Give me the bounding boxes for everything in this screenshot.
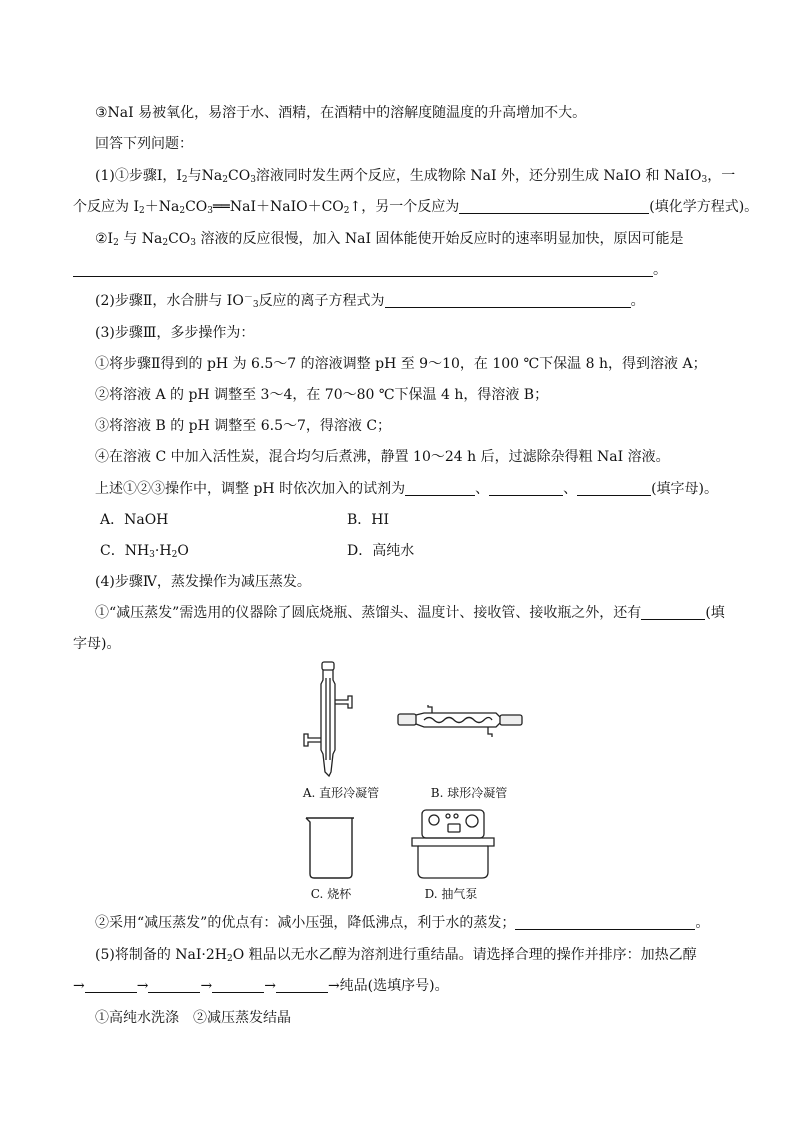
q5-options: ①高纯水洗涤 ②减压蒸发结晶 [95,1010,291,1026]
q4-part-1-cont: 字母)。 [73,636,121,652]
q3-step-4: ④在溶液 C 中加入活性炭，混合均匀后煮沸，静置 10～24 h 后，过滤除杂得粗 NaI 溶液。 [95,449,670,465]
instruction: 回答下列问题： [95,136,193,152]
q3-heading: (3)步骤Ⅲ，多步操作为： [95,325,255,341]
option-c: C．$NH_3\cdot H_2O$ [100,543,189,560]
option-d: D．高纯水 [347,543,415,559]
q1-line-3: $②I_2$ 与 $Na_2CO_3$ 溶液的反应很慢，加入 NaI 固体能使开始反应时的速率明显加快，原因可能是 [95,231,684,248]
q3-step-1: ①将步骤Ⅱ得到的 pH 为 6.5～7 的溶液调整 pH 至 9～10，在 100 ℃下保温 8 h，得到溶液 A； [95,356,707,372]
answer-blank-q1-equation[interactable] [459,199,649,214]
option-b: B．HI [347,512,390,528]
q1-line-1: (1)①步骤Ⅰ，$I_2$与$Na_2CO_3$溶液同时发生两个反应，生成物除 NaI 外，还分别生成 NaIO 和 NaIO$_3$，一 [95,168,736,185]
vacuum-pump-figure [408,806,498,882]
q3-question: 上述①②③操作中，调整 pH 时依次加入的试剂为 、 、 (填字母)。 [95,481,719,497]
beaker-figure [302,814,360,880]
q4-part-2: ②采用“减压蒸发”的优点有：减小压强，降低沸点，利于水的蒸发； 。 [95,915,710,931]
q4-part-1: ①“减压蒸发”需选用的仪器除了圆底烧瓶、蒸馏头、温度计、接收管、接收瓶之外，还有 (填 [95,605,725,621]
q3-step-3: ③将溶液 B 的 pH 调整至 6.5～7，得溶液 C； [95,418,392,434]
answer-blank-q1-reason[interactable] [73,262,653,277]
bulb-condenser-figure [396,704,526,738]
answer-blank-q3-2[interactable] [489,481,563,496]
answer-blank-q3-3[interactable] [577,481,651,496]
answer-blank-q2[interactable] [385,293,631,308]
note-3: ③NaI 易被氧化，易溶于水、酒精，在酒精中的溶解度随温度的升高增加不大。 [95,105,587,121]
answer-blank-q5-4[interactable] [276,978,328,993]
caption-c: C. 烧杯 [310,887,352,901]
q4-heading: (4)步骤Ⅳ，蒸发操作为减压蒸发。 [95,574,311,590]
answer-blank-q3-1[interactable] [405,481,475,496]
q5-line-1: (5)将制备的 $NaI\cdot 2H_2O$ 粗品以无水乙醇为溶剂进行重结晶。请选择合理的操作并排序：加热乙醇 [95,947,697,964]
answer-blank-q5-2[interactable] [148,978,200,993]
caption-d: D. 抽气泵 [424,887,478,901]
answer-blank-q5-3[interactable] [212,978,264,993]
q2-line: (2)步骤Ⅱ，水合肼与 $IO^-_3$反应的离子方程式为 。 [95,293,645,310]
answer-blank-q4-2[interactable] [515,915,695,930]
q1-line-4: 。 [73,261,667,279]
q3-step-2: ②将溶液 A 的 pH 调整至 3～4，在 70～80 ℃下保温 4 h，得溶液 B； [95,387,549,403]
answer-blank-q5-1[interactable] [85,978,137,993]
q1-line-2: 个反应为 $I_2+Na_2CO_3══NaI+NaIO+CO_2↑$，另一个反应为 (填化学方程式)。 [73,199,759,216]
straight-condenser-figure [296,660,360,778]
q5-line-2: → → → → →纯品(选填序号)。 [73,978,449,994]
answer-blank-q4-1[interactable] [641,605,705,620]
caption-a: A. 直形冷凝管 [302,786,380,800]
caption-b: B. 球形冷凝管 [430,786,508,800]
option-a: A．NaOH [100,512,169,528]
